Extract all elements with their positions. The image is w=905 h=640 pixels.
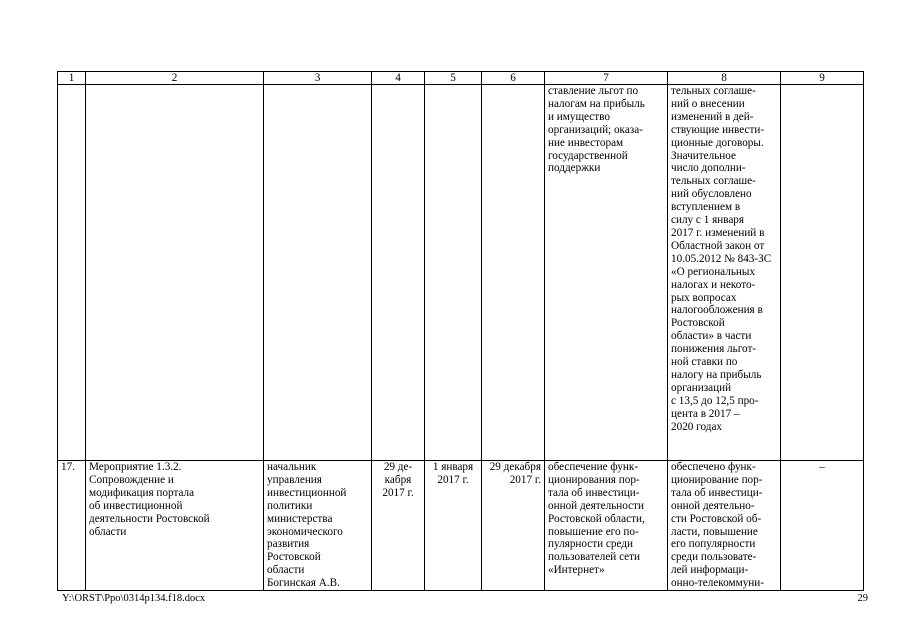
cell-row-number: 17.	[58, 461, 86, 591]
col-header-6: 6	[482, 72, 545, 85]
cell-empty	[781, 85, 864, 461]
cell-expected-result: обеспечение функ- ционирования пор- тала об инвестици- онной деятельности Ростовской области, повышение его по- пулярности среди пользователей сети «Интернет»	[545, 461, 668, 591]
cell-planned-date: 29 де- кабря 2017 г.	[372, 461, 425, 591]
table-row-continuation	[58, 85, 864, 461]
page-number: 29	[857, 593, 868, 604]
cell-actual-end: 29 декабря 2017 г.	[482, 461, 545, 591]
cell-empty	[482, 85, 545, 461]
col-header-7: 7	[545, 72, 668, 85]
col-header-1: 1	[58, 72, 86, 85]
cell-notes: –	[781, 461, 864, 591]
col-header-3: 3	[264, 72, 372, 85]
col-header-2: 2	[86, 72, 264, 85]
table-row-17	[58, 461, 864, 591]
cell-responsible: начальник управления инвестиционной политики министерства экономического развития Ростовской области Богинская А.В.	[264, 461, 372, 591]
col-header-5: 5	[425, 72, 482, 85]
cell-expected-result: ставление льгот по налогам на прибыль и имущество организаций; оказа- ние инвесторам государственной поддержки	[545, 85, 668, 461]
col-header-4: 4	[372, 72, 425, 85]
cell-actual-start: 1 января 2017 г.	[425, 461, 482, 591]
schedule-table	[57, 71, 864, 591]
cell-empty	[58, 85, 86, 461]
col-header-8: 8	[668, 72, 781, 85]
column-number-row	[58, 72, 864, 85]
footer-file-path: Y:\ORST\Ppo\0314p134.f18.docx	[62, 593, 206, 604]
col-header-9: 9	[781, 72, 864, 85]
cell-empty	[264, 85, 372, 461]
cell-actual-result: тельных соглаше- ний о внесении изменений в дей- ствующие инвести- ционные договоры. Значительное число дополни- тельных соглаше- ний обусловлено вступлением в силу с 1 января 2017 г. изменений в Областной закон от 10.05.2012 № 843-ЗС «О региональных налогах и некото- рых вопросах налогообложения в Ростовской области» в части понижения льгот- ной ставки по налогу на прибыль организаций с 13,5 до 12,5 про- цента в 2017 – 2020 годах	[668, 85, 781, 461]
cell-actual-result: обеспечено функ- ционирование пор- тала об инвестици- онной деятельно- сти Ростовской об- ласти, повышение его популярности среди пользовате- лей информаци- онно-телекоммуни-	[668, 461, 781, 591]
cell-empty	[86, 85, 264, 461]
cell-empty	[372, 85, 425, 461]
cell-empty	[425, 85, 482, 461]
cell-activity: Мероприятие 1.3.2. Сопровождение и модификация портала об инвестиционной деятельности Ростовской области	[86, 461, 264, 591]
